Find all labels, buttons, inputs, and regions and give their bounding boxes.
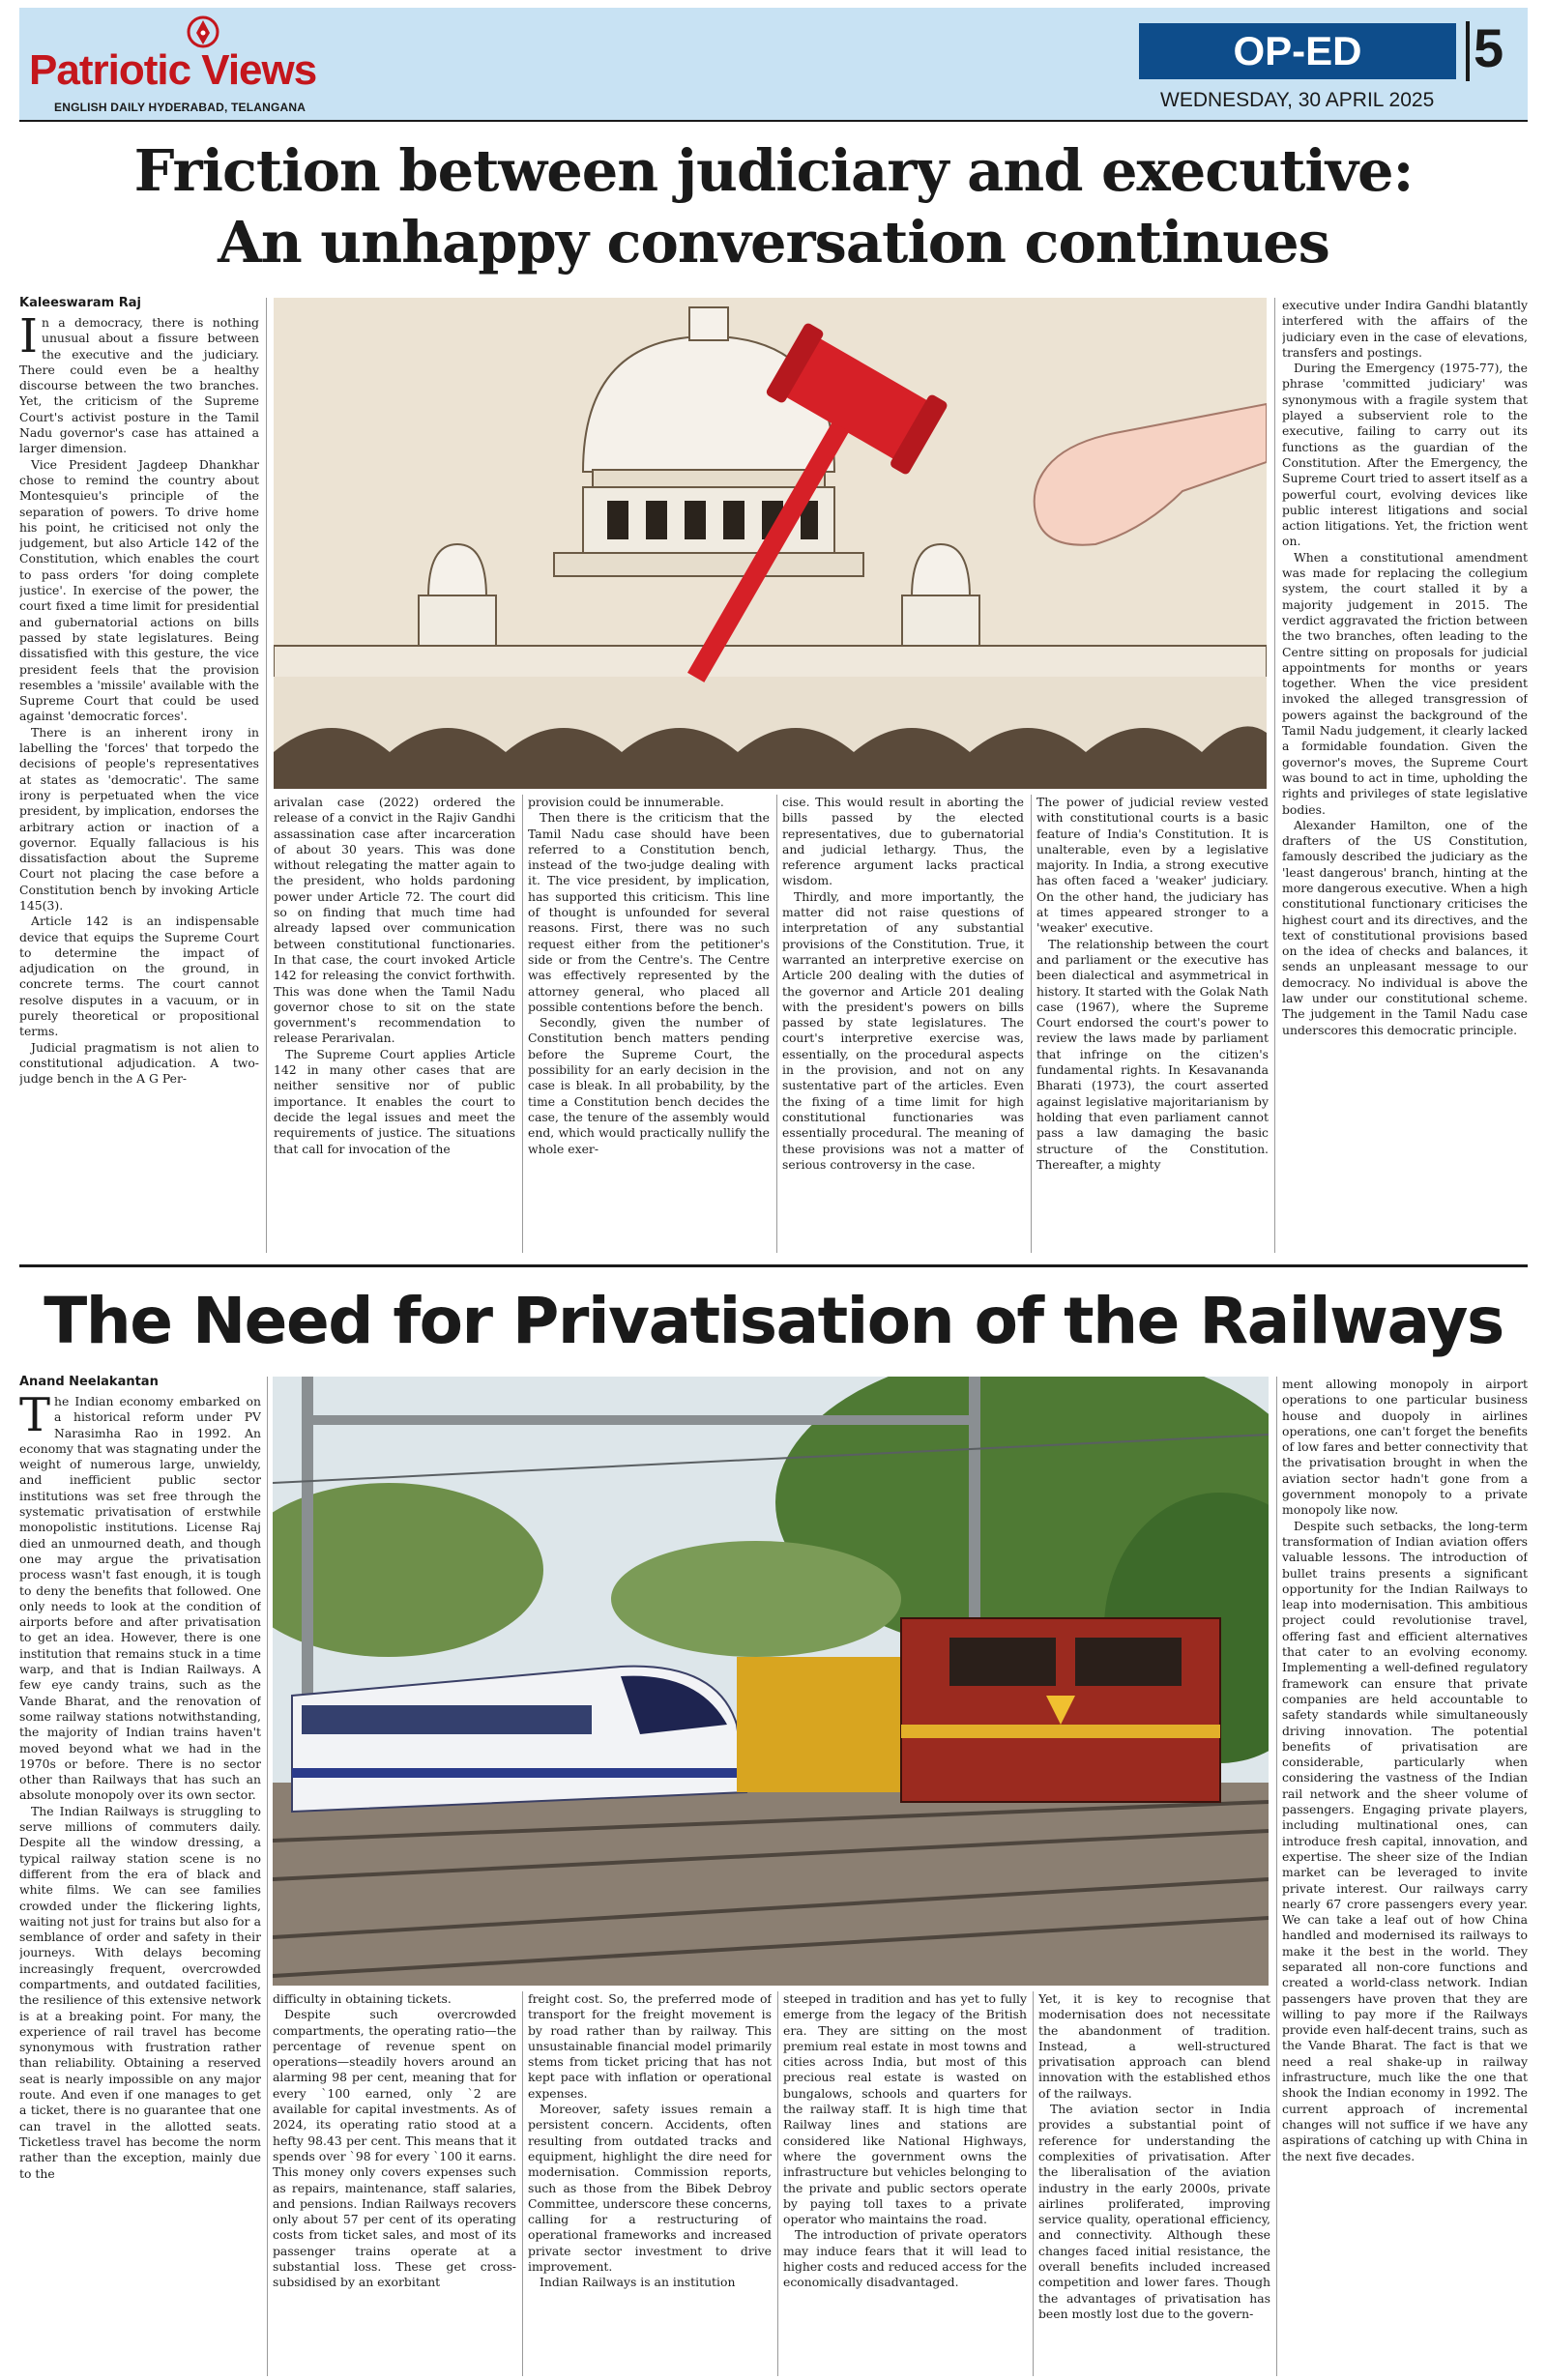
masthead: [19, 8, 1528, 122]
article2-col6-para-2: Despite such setbacks, the long-term transformation of Indian aviation offers valuable lessons. The introduction of bullet trains presents a significant opportunity for the Indian Railways to leap into modernisation. This ambitious project could revolutionise travel, offering fast and efficient alternatives that cater to an evolving economy. Implementing a well-defined regulatory framework can ensure that private companies are held accountable to safety standards while simultaneously driving innovation. The potential benefits of privatisation are considerable, particularly when considering the vastness of the Indian rail network and the sheer volume of passengers. Engaging private players, including multinational ones, can introduce fresh capital, innovation, and expertise. The sheer size of the Indian market can be leveraged to invite private interest. Our railways carry nearly 67 crore passengers every year. We can take a leaf out of how China handled and modernised its railways to make it the best in the world. They separated all non-core functions and created a world-class network. Indian passengers have proven that they are willing to pay more if the Railways provide even half-decent trains, such as the Vande Bharat. The fact is that we need a real shake-up in railway infrastructure, much like the one that shook the Indian economy in 1992. The current approach of incremental changes will not suffice if we have any aspirations of catching up with China in the next five decades.: [1282, 1518, 1528, 2163]
article1-col5-para-1: The power of judicial review vested with constitutional courts is a basic feature of India's Constitution. It is unalterable, even by a legislative majority. In India, a strong executive has often faced a 'weaker' judiciary. On the other hand, the judiciary has at times appeared stronger to a 'weaker' executive.: [1036, 795, 1269, 936]
article1-headline: [19, 135, 1528, 278]
page-number-divider: [1466, 21, 1470, 81]
article1-column-3: [528, 795, 770, 1253]
article1-col4-para-1: cise. This would result in aborting the bills passed by the elected representatives, due to gubernatorial and judicial lethargy. Thus, the reference argument lacks practical wisdom.: [782, 795, 1024, 888]
column-rule: [776, 795, 777, 1253]
article1-col5-para-2: The relationship between the court and parliament or the executive has been dialectical and asymmetrical in history. It started with the Golak Nath case (1967), where the Supreme Court endorsed the court's power to review the laws made by parliament that infringe on the citizen's fundamental rights. In Kesavananda Bharati (1973), the court asserted against legislative majoritarianism by holding that even parliament cannot pass a law damaging the basic structure of the Constitution. Thereafter, a mighty: [1036, 936, 1269, 1172]
article2-col3-para-2: Moreover, safety issues remain a persistent concern. Accidents, often resulting from outdated tracks and equipment, highlight the dire need for modernisation. Commission reports, such as those from the Bibek Debroy Committee, underscore these concerns, calling for a restructuring of operational frameworks and increased private sector investment to drive improvement.: [528, 2102, 772, 2275]
article1-col3-para-3: Secondly, given the number of Constitution bench matters pending before the Supreme Court, the possibility for an early decision in the case is bleak. In all probability, by the time a Constitution bench decides the case, the tenure of the assembly would end, which would practically nullify the whole exer-: [528, 1015, 770, 1156]
column-rule: [522, 1991, 523, 2376]
article1-col1-para-5: Judicial pragmatism is not alien to constitutional adjudication. A two-judge bench in the A G Per-: [19, 1039, 259, 1087]
column-rule: [1033, 1991, 1034, 2376]
brand-name: Patriotic Views: [29, 46, 317, 94]
article1-col6-para-1: executive under Indira Gandhi blatantly interfered with the affairs of the judiciary even in the case of elevations, transfers and postings.: [1282, 298, 1528, 360]
column-rule: [266, 298, 267, 1253]
train-icon: [273, 1377, 1269, 1986]
article1-headline-line2: An unhappy conversation continues: [218, 209, 1329, 276]
issue-date: WEDNESDAY, 30 APRIL 2025: [1160, 89, 1435, 111]
article1-column-1: [19, 315, 259, 1253]
article1-col2-para-1: arivalan case (2022) ordered the release of a convict in the Rajiv Gandhi assassination case after incarceration of about 30 years. This was done without relegating the matter again to the president, who holds pardoning power under Article 72. The court did so on finding that much time had already lapsed over communication between constitutional functionaries. In that case, the court invoked Article 142 for releasing the convict forthwith. This was done when the Tamil Nadu governor chose to sit on the state government's recommendation to release Perarivalan.: [274, 795, 515, 1046]
section-label: OP-ED: [1139, 23, 1456, 79]
article1-col6-para-3: When a constitutional amendment was made for replacing the collegium system, the court stalled it by a majority judgement in 2015. The verdict aggravated the friction between the two branches, often leading to the Centre sitting on proposals for judicial appointments for months or years together. When the vice president invoked the alleged transgression of powers against the background of the Tamil Nadu judgement, it clearly lacked a formidable foundation. Given the governor's moves, the Supreme Court was bound to act in time, upholding the rights and privileges of state legislative bodies.: [1282, 549, 1528, 817]
pen-nib-emblem-icon: [184, 15, 222, 48]
article2-col1-para-2: The Indian Railways is struggling to serve millions of commuters daily. Despite all the window dressing, a typical railway station scene is no different from the era of black and white films. We can see families crowded under the flickering lights, waiting not just for trains but also for a semblance of order and safety in their journeys. With delays becoming increasingly frequent, overcrowded compartments, and outdated facilities, the resilience of this extensive network is at a breaking point. For many, the experience of rail travel has become synonymous with frustration rather than reliability. Obtaining a reserved seat is nearly impossible on any major route. And even if one manages to get a ticket, there is no guarantee that one can travel in the allotted seats. Ticketless travel has become the norm rather than the exception, mainly due to the: [19, 1803, 261, 2181]
article1-column-6: [1282, 298, 1528, 1255]
article1-col6-para-4: Alexander Hamilton, one of the drafters of the US Constitution, famously described the judiciary as the 'least dangerous' branch, hinting at the more dangerous executive. When a high constitutional functionary criticises the highest court and its directives, and the text of constitutional provisions based on the idea of checks and balances, it sends an unpleasant message to our democracy. No individual is above the law under our constitutional scheme. The judgement in the Tamil Nadu case underscores this democratic principle.: [1282, 817, 1528, 1037]
article2-headline: The Need for Privatisation of the Railways: [44, 1284, 1503, 1358]
article2-col3-para-3: Indian Railways is an institution: [540, 2275, 736, 2290]
article2-column-4: [783, 1991, 1027, 2376]
article1-col1-para-3: There is an inherent irony in labelling the 'forces' that torpedo the decisions of people's representatives at states as 'democratic'. The same irony is perpetuated when the vice president, by implication, endorses the arbitrary action or inaction of a governor. Equally fallacious is his dissatisfaction about the Supreme Court not placing the case before a Constitution bench by invoking Article 145(3).: [19, 724, 259, 913]
supreme-court-gavel-illustration: [274, 298, 1267, 789]
column-rule: [1031, 795, 1032, 1253]
column-rule: [1274, 298, 1275, 1253]
railway-trains-photo: [273, 1377, 1269, 1986]
article1-col2-para-2: The Supreme Court applies Article 142 in many other cases that are neither sensitive nor of public importance. It enables the court to decide the legal issues and meet the requirements of justice. The situations that call for invocation of the: [274, 1046, 515, 1156]
article1-col3-para-2: Then there is the criticism that the Tamil Nadu case should have been referred to a Constitution bench, instead of the two-judge dealing with it. The vice president, by implication, has supported this criticism. This line of thought is unfounded for several reasons. First, there was no such request either from the petitioner's side or from the Centre's. The Centre was effectively represented by the attorney general, who placed all possible contentions before the bench.: [528, 810, 770, 1014]
article2-col3-para-1: freight cost. So, the preferred mode of transport for the freight movement is by road rather than by railway. This unsustainable financial model primarily stems from ticket pricing that has not kept pace with inflation or operational expenses.: [528, 1991, 772, 2101]
article1-column-2: [274, 795, 515, 1253]
article1-byline: Kaleeswaram Raj: [19, 296, 141, 310]
article2-col5-para-2: The aviation sector in India provides a substantial point of reference for understanding the complexities of privatisation. After the liberalisation of the aviation industry in the early 2000s, private airlines proliferated, improving service quality, operational efficiency, and connectivity. Although these changes faced initial resistance, the overall benefits included increased competition and lower fares. Though the advantages of privatisation has been mostly lost due to the govern-: [1038, 2102, 1270, 2321]
article1-drop-cap: I: [19, 315, 38, 363]
article1-col6-para-2: During the Emergency (1975-77), the phrase 'committed judiciary' was synonymous with a fragile system that played a subservient role to the executive, failing to carry out its functions as the guardian of the Constitution. After the Emergency, the Supreme Court tried to assert itself as a powerful court, evolving devices like public interest litigations and social action litigations. Yet, the friction went on.: [1282, 361, 1528, 549]
article2-byline: Anand Neelakantan: [19, 1375, 159, 1389]
article2-col4-para-1: steeped in tradition and has yet to fully emerge from the legacy of the British era. They are sitting on the most premium real estate in most towns and cities across India, but most of this precious real estate is wasted on bungalows, schools and quarters for the railway staff. It is high time that Railway lines and stations are considered like National Highways, where the government owns the infrastructure but vehicles belonging to the private and public sectors operate by paying toll taxes to a private operator who maintains the road.: [783, 1991, 1027, 2227]
column-rule: [522, 795, 523, 1253]
article2-col6-para-1: ment allowing monopoly in airport operations to one particular business house and duopoly in airlines operations, one can't forget the benefits of low fares and better connectivity that the privatisation brought in when the aviation sector hadn't gone from a government monopoly to a private monopoly like now.: [1282, 1377, 1528, 1518]
article2-column-6: [1282, 1377, 1528, 2376]
article2-column-2: [273, 1991, 516, 2376]
column-rule: [1276, 1377, 1277, 2376]
article2-col2-para-2: Despite such overcrowded compartments, the operating ratio—the percentage of revenue spent on operations—steadily hovers around an alarming 98 per cent, meaning that for every `100 earned, only `2 are available for capital investments. As of 2024, its operating ratio stood at a hefty 98.43 per cent. This means that it spends over `98 for every `100 it earns. This money only covers expenses such as repairs, maintenance, staff salaries, and pensions. Indian Railways recovers only about 57 per cent of its operating costs from ticket sales, and most of its passenger trains operate at a substantial loss. These get cross-subsidised by an exorbitant: [273, 2007, 516, 2290]
article2-column-3: [528, 1991, 772, 2376]
article2-drop-cap: T: [19, 1394, 51, 1442]
article1-col1-para-4: Article 142 is an indispensable device that equips the Supreme Court to determine the impact of adjudication on the ground, in concrete terms. The court cannot resolve disputes in a vacuum, or in purely theoretical or propositional terms.: [19, 914, 259, 1039]
article1-col4-para-2: Thirdly, and more importantly, the matter did not raise questions of interpretation of any substantial provisions of the Constitution. True, it warranted an interpretive exercise on Article 200 dealing with the duties of the governor and Article 201 dealing with the president's powers on bills passed by state legislatures. The court's interpretive exercise was, essentially, on the procedural aspects in the provision, and not on any sustentative part of the articles. Even the fixing of a time limit for high constitutional functionaries was essentially procedural. The meaning of these provisions was not a matter of serious controversy in the case.: [782, 888, 1024, 1172]
article1-col1-para-2: Vice President Jagdeep Dhankhar chose to remind the country about Montesquieu's principle of the separation of powers. To drive home his point, he criticised not only the judgement, but also Article 142 of the Constitution, which enables the court to pass orders 'for doing complete justice'. In exercise of the power, the court fixed a time limit for presidential and gubernatorial actions on bills passed by state legislatures. Being dissatisfied with this gesture, the vice president feels that the provision resembles a 'missile' available with the Supreme Court that could be used against 'democratic forces'.: [19, 456, 259, 724]
article1-column-5: [1036, 795, 1269, 1253]
article1-headline-line1: Friction between judiciary and executive:: [133, 137, 1414, 204]
article2-col5-para-1: Yet, it is key to recognise that modernisation does not necessitate the abandonment of tradition. Instead, a well-structured privatisation approach can blend innovation with the established ethos of the railways.: [1038, 1991, 1270, 2101]
article2-col4-para-2: The introduction of private operators may induce fears that it will lead to higher costs and reduced access for the economically disadvantaged.: [783, 2227, 1027, 2290]
column-rule: [777, 1991, 778, 2376]
article2-col2-para-1: difficulty in obtaining tickets.: [273, 1991, 452, 2006]
section-divider: [19, 1264, 1528, 1267]
article1-col1-para-1: In a democracy, there is nothing unusual about a fissure between the executive and the judiciary. There could even be a healthy discourse between the two branches. Yet, the criticism of the Supreme Court's activist posture in the Tamil Nadu governor's case has attained a larger dimension.: [19, 315, 259, 456]
article1-column-4: [782, 795, 1024, 1253]
supreme-court-building-icon: [274, 298, 1267, 789]
article2-col1-para-1: The Indian economy embarked on a historical reform under PV Narasimha Rao in 1992. An economy that was stagnating under the weight of numerous large, unwieldy, and inefficient public sector institutions was set free through the systematic privatisation of erstwhile monopolistic institutions. License Raj died an unmourned death, and though one may argue the privatisation process wasn't fast enough, it is tough to deny the benefits that followed. One only needs to look at the condition of airports before and after privatisation to get an idea. However, there is one institution that remains stuck in a time warp, and that is Indian Railways. A few eye candy trains, such as the Vande Bharat, and the renovation of some railway stations notwithstanding, the majority of Indian trains haven't moved beyond what we had in the 1970s or before. There is no sector other than Railways that has such an absolute monopoly over its own sector.: [19, 1394, 261, 1803]
article2-column-5: [1038, 1991, 1270, 2376]
page-number: 5: [1474, 17, 1504, 78]
article1-col3-para-1: provision could be innumerable.: [528, 795, 724, 809]
brand-subtitle: ENGLISH DAILY HYDERABAD, TELANGANA: [54, 101, 306, 114]
article2-column-1: [19, 1394, 261, 2376]
column-rule: [267, 1377, 268, 2376]
